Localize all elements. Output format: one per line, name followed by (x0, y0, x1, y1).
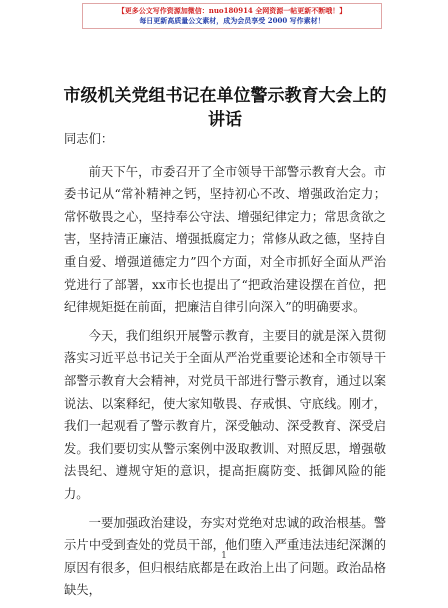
page-number: 1 (221, 551, 227, 561)
document-title: 市级机关党组书记在单位警示教育大会上的讲话 (63, 86, 387, 130)
salutation: 同志们： (64, 132, 114, 146)
promo-banner (82, 3, 382, 29)
paragraph-2: 今天，我们组织开展警示教育，主要目的就是深入贯彻落实习近平总书记关于全面从严治党重要论述和全市领导干部警示教育大会精神，对党员干部进行警示教育，通过以案说法、以案释纪，使大家知敬畏、存戒惧、守底线。刚才，我们一起观看了警示教育片，深受触动、深受教育、深受启发。我们要切实从警示案例中汲取教训、对照反思，增强敬法畏纪、遵规守矩的意识，提高拒腐防变、抵御风险的能力。 (64, 328, 386, 501)
paragraph-3: 一要加强政治建设，夯实对党绝对忠诚的政治根基。警示片中受到查处的党员干部，他们堕入严重违法违纪深渊的原因有很多，但归根结底都是在政治上出了问题。政治品格缺失， (64, 515, 386, 598)
promo-banner-line-2: 每日更新高质量公文素材，成为会员享受 2000 写作素材！ (139, 16, 325, 25)
paragraph-1: 前天下午，市委召开了全市领导干部警示教育大会。市委书记从“常补精神之钙，坚持初心不改、增强政治定力；常怀敬畏之心，坚持奉公守法、增强纪律定力；常思贪欲之害，坚持清正廉洁、增强抵腐定力；常修从政之德，坚持自重自爱、增强道德定力”四个方面，对全市抓好全面从严治党进行了部署，xx市长也提出了“把政治建设摆在首位，把纪律规矩挺在前面，把廉洁自律引向深入”的明确要求。 (64, 164, 386, 315)
promo-banner-line-1: 【更多公文写作资源加微信：nuo180914 全网资源一帖更新不断哦！】 (117, 6, 347, 15)
document-body (64, 128, 386, 608)
